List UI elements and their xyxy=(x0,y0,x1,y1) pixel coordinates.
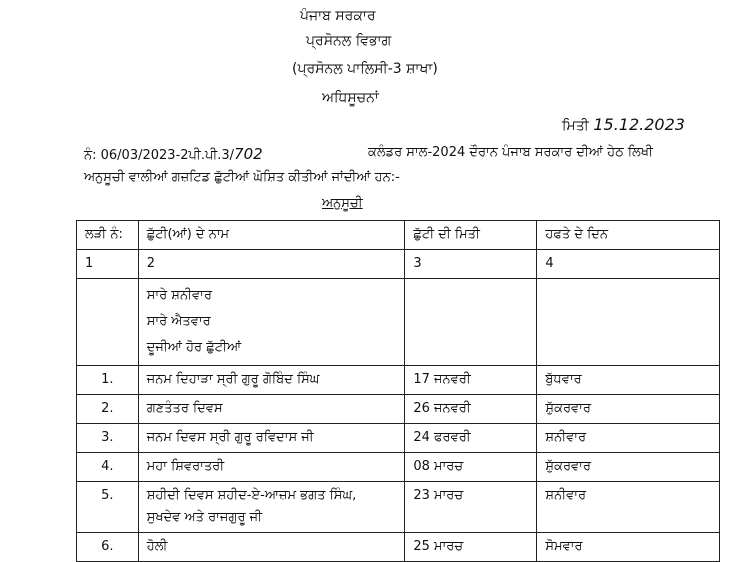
branch-heading: ਪ੍ਰਸੋਨਲ ਵਿਭਾਗ xyxy=(306,33,392,49)
row-name: ਜਨਮ ਦਿਵਸ ਸ੍ਰੀ ਗੁਰੂ ਰਵਿਦਾਸ ਜੀ xyxy=(138,424,405,453)
row-sr: 5. xyxy=(77,482,139,533)
table-row xyxy=(77,424,720,453)
date-label: ਮਿਤੀ xyxy=(562,118,589,134)
col-number: 2 xyxy=(138,250,405,279)
reference-line xyxy=(84,145,263,163)
row-day: ਸ਼ਨੀਵਾਰ xyxy=(537,482,720,533)
department-heading: ਪੰਜਾਬ ਸਰਕਾਰ xyxy=(300,8,376,24)
row-sr: 1. xyxy=(77,366,139,395)
col-header-sr: ਲੜੀ ਨੰ: xyxy=(77,221,139,250)
general-holidays-row xyxy=(77,279,720,366)
table-row xyxy=(77,482,720,533)
row-day: ਸ਼ੁੱਕਰਵਾਰ xyxy=(537,453,720,482)
row-day: ਬੁੱਧਵਾਰ xyxy=(537,366,720,395)
table-row xyxy=(77,533,720,562)
row-date: 17 ਜਨਵਰੀ xyxy=(405,366,537,395)
row-date: 23 ਮਾਰਚ xyxy=(405,482,537,533)
row-date: 24 ਫਰਵਰੀ xyxy=(405,424,537,453)
section-heading: (ਪ੍ਰਸੋਨਲ ਪਾਲਿਸੀ-3 ਸ਼ਾਖਾ) xyxy=(292,61,438,77)
row-name-continued: ਸੁਖਦੇਵ ਅਤੇ ਰਾਜਗੁਰੂ ਜੀ xyxy=(146,510,263,525)
col-number: 1 xyxy=(77,250,139,279)
general-holiday-item: ਸਾਰੇ ਸ਼ਨੀਵਾਰ xyxy=(146,288,212,303)
row-date: 25 ਮਾਰਚ xyxy=(405,533,537,562)
col-header-day: ਹਫਤੇ ਦੇ ਦਿਨ xyxy=(537,221,720,250)
row-date: 08 ਮਾਰਚ xyxy=(405,453,537,482)
holiday-table xyxy=(76,220,720,562)
row-day: ਸ਼ਨੀਵਾਰ xyxy=(537,424,720,453)
date-line xyxy=(562,115,685,134)
general-holiday-item: ਸਾਰੇ ਐਤਵਾਰ xyxy=(146,314,211,329)
row-sr: 4. xyxy=(77,453,139,482)
notification-heading: ਅਧਿਸੂਚਨਾਂ xyxy=(322,90,379,106)
row-name: ਮਹਾ ਸ਼ਿਵਰਾਤਰੀ xyxy=(138,453,405,482)
table-row xyxy=(77,366,720,395)
general-holiday-item: ਦੂਜੀਆਂ ਹੋਰ ਛੁੱਟੀਆਂ xyxy=(146,340,242,355)
row-date: 26 ਜਨਵਰੀ xyxy=(405,395,537,424)
intro-line-2: ਅਨੁਸੂਚੀ ਵਾਲੀਆਂ ਗਜ਼ਟਿਡ ਛੁੱਟੀਆਂ ਘੋਸ਼ਿਤ ਕੀਤੀਆਂ ਜਾਂਦੀਆਂ ਹਨ:- xyxy=(84,170,400,185)
row-name: ਹੋਲੀ xyxy=(138,533,405,562)
general-holidays-cell xyxy=(138,279,405,366)
table-header-row xyxy=(77,221,720,250)
row-day: ਸ਼ੁੱਕਰਵਾਰ xyxy=(537,395,720,424)
date-value: 15.12.2023 xyxy=(593,115,685,134)
table-row xyxy=(77,395,720,424)
col-header-date: ਛੁੱਟੀ ਦੀ ਮਿਤੀ xyxy=(405,221,537,250)
intro-line-1: ਕਲੰਡਰ ਸਾਲ-2024 ਦੌਰਾਨ ਪੰਜਾਬ ਸਰਕਾਰ ਦੀਆਂ ਹੇਠ ਲਿਖੀ xyxy=(368,145,653,160)
col-header-name: ਛੁੱਟੀ(ਆਂ) ਦੇ ਨਾਮ xyxy=(138,221,405,250)
row-sr: 3. xyxy=(77,424,139,453)
row-day: ਸੋਮਵਾਰ xyxy=(537,533,720,562)
schedule-title: ਅਨੁਸੂਚੀ xyxy=(322,196,363,211)
row-name: ਜਨਮ ਦਿਹਾੜਾ ਸ੍ਰੀ ਗੁਰੂ ਗੋਬਿੰਦ ਸਿੰਘ xyxy=(138,366,405,395)
col-number: 4 xyxy=(537,250,720,279)
table-row xyxy=(77,453,720,482)
reference-label: ਨੰ: 06/03/2023-2ਪੀ.ਪੀ.3/ xyxy=(84,148,235,163)
row-name: ਸ਼ਹੀਦੀ ਦਿਵਸ ਸ਼ਹੀਦ-ਏ-ਆਜ਼ਮ ਭਗਤ ਸਿੰਘ, xyxy=(146,488,357,503)
col-number: 3 xyxy=(405,250,537,279)
row-sr: 2. xyxy=(77,395,139,424)
reference-number: 702 xyxy=(234,145,263,163)
row-sr: 6. xyxy=(77,533,139,562)
row-name-cell xyxy=(138,482,405,533)
row-name: ਗਣਤੰਤਰ ਦਿਵਸ xyxy=(138,395,405,424)
column-number-row xyxy=(77,250,720,279)
